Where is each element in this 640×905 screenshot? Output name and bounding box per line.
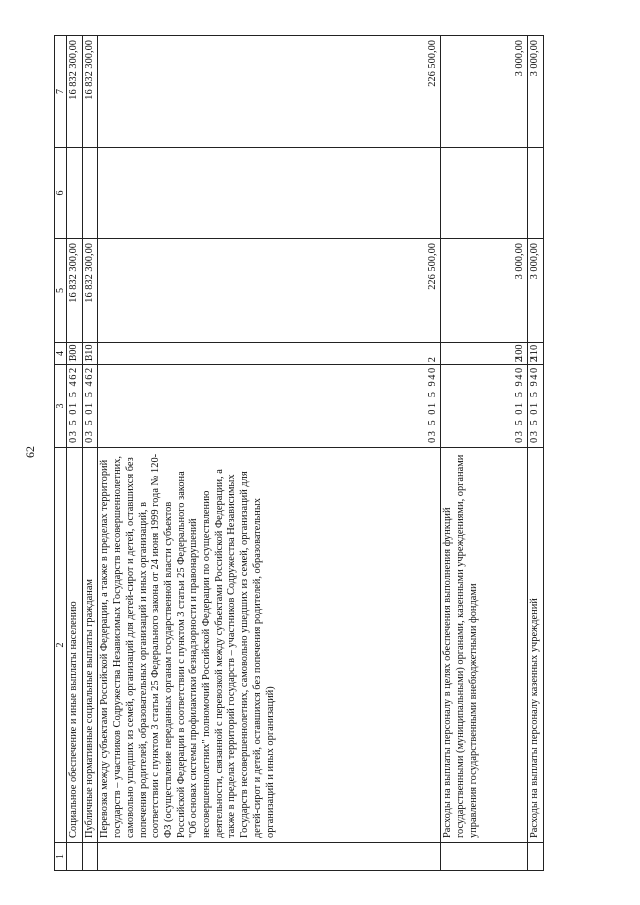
row-name-cell: Перевозка между субъектами Российской Федерации, а также в пределах территорий государств – участников Содружества Независимых Государств несовершеннолетних, самовольно ушедших из семей, организаций для детей-сирот и детей, оставшихся без попечения родителей, образовательных организаций и иных организаций, в соответствии с пунктом 3 статьи 25 Федерального закона от 24 июня 1999 года № 120-ФЗ (осуществление переданных органам государственной власти субъектов Российской Федерации в соответствии с пунктом 3 статьи 25 Федерального закона "Об основах системы профилактики безнадзорности и правонарушений несовершеннолетних" полномочий Российской Федерации по осуществлению деятельности, связанной с перевозкой между субъектами Российской Федерации, а также в пределах территорий государств – участников Содружества Независимых Государств несовершеннолетних, самовольно ушедших из семей, организаций для детей-сирот и детей, оставшихся без попечения родителей, образовательных организаций и иных организаций) xyxy=(98,448,441,843)
type-cell xyxy=(98,343,441,365)
row-number-cell xyxy=(441,843,528,871)
header-cell: 3 xyxy=(55,365,67,448)
code-cell: 03 5 01 5 462 1 xyxy=(67,365,83,448)
type-cell: 300 xyxy=(67,343,83,365)
amount-cell: 3 000,00 xyxy=(528,239,544,343)
row-name-cell: Публичные нормативные социальные выплаты гражданам xyxy=(82,448,98,843)
amount-cell: 16 832 300,00 xyxy=(82,239,98,343)
amount-cell: 226 500,00 xyxy=(98,36,441,148)
row-number-cell xyxy=(67,843,83,871)
amount-cell xyxy=(528,148,544,239)
amount-cell: 16 832 300,00 xyxy=(82,36,98,148)
budget-table xyxy=(54,35,544,871)
amount-cell: 16 832 300,00 xyxy=(67,36,83,148)
page-number: 62 xyxy=(23,446,37,458)
table-row xyxy=(82,36,98,871)
type-cell: 310 xyxy=(82,343,98,365)
amount-cell: 16 832 300,00 xyxy=(67,239,83,343)
row-number-cell xyxy=(82,843,98,871)
header-cell: 4 xyxy=(55,343,67,365)
amount-cell: 3 000,00 xyxy=(441,36,528,148)
header-cell: 7 xyxy=(55,36,67,148)
amount-cell: 3 000,00 xyxy=(441,239,528,343)
table-row xyxy=(98,36,441,871)
code-cell: 03 5 01 5 940 2 xyxy=(441,365,528,448)
code-cell: 03 5 01 5 940 2 xyxy=(98,365,441,448)
header-cell: 5 xyxy=(55,239,67,343)
amount-cell xyxy=(98,148,441,239)
type-cell: 100 xyxy=(441,343,528,365)
code-cell: 03 5 01 5 462 1 xyxy=(82,365,98,448)
header-cell: 6 xyxy=(55,148,67,239)
amount-cell: 226 500,00 xyxy=(98,239,441,343)
table-row xyxy=(67,36,83,871)
amount-cell xyxy=(441,148,528,239)
header-cell: 1 xyxy=(55,843,67,871)
row-name-cell: Социальное обеспечение и иные выплаты населению xyxy=(67,448,83,843)
table-row xyxy=(441,36,528,871)
amount-cell: 3 000,00 xyxy=(528,36,544,148)
row-name-cell: Расходы на выплаты персоналу казенных учреждений xyxy=(528,448,544,843)
row-number-cell xyxy=(528,843,544,871)
header-cell: 2 xyxy=(55,448,67,843)
row-name-cell: Расходы на выплаты персоналу в целях обеспечения выполнения функций государственными (муниципальными) органами, казенными учреждениями, органами управления государственными внебюджетными фондами xyxy=(441,448,528,843)
table-row xyxy=(528,36,544,871)
row-number-cell xyxy=(98,843,441,871)
amount-cell xyxy=(82,148,98,239)
code-cell: 03 5 01 5 940 2 xyxy=(528,365,544,448)
amount-cell xyxy=(67,148,83,239)
type-cell: 110 xyxy=(528,343,544,365)
header-row xyxy=(55,36,67,871)
